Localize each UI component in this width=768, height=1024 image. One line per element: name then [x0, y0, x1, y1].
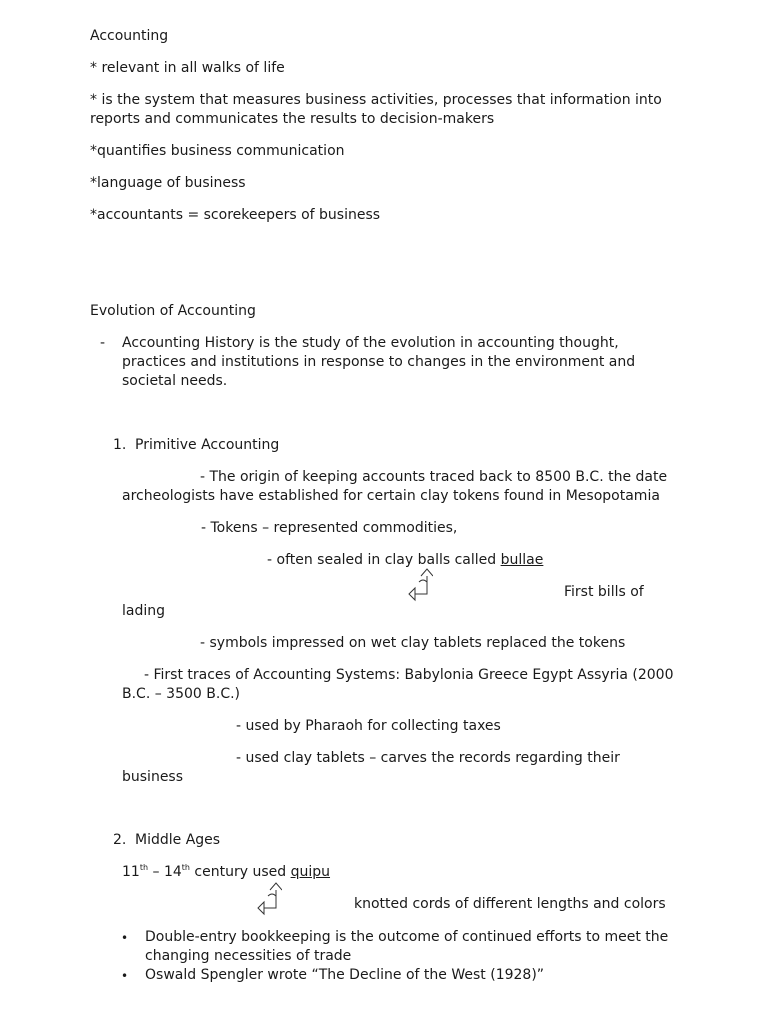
- turn-arrow-icon: [405, 566, 433, 602]
- paragraph-line: archeologists have established for certain clay tokens found in Mesopotamia: [122, 488, 660, 504]
- section-heading: Evolution of Accounting: [90, 303, 256, 319]
- intro-point: * is the system that measures business activities, processes that information into reports and communicates the results to decision-makers: [90, 92, 662, 127]
- paragraph-line: - Tokens – represented commodities,: [201, 520, 458, 536]
- evolution-definition: Accounting History is the study of the evolution in accounting thought, practices and institutions in response to changes in the environment and societal needs.: [122, 335, 636, 389]
- list-number: 2.: [113, 832, 127, 848]
- turn-arrow-icon: [254, 880, 282, 916]
- intro-point: *language of business: [90, 175, 246, 191]
- bullet-icon: •: [121, 969, 129, 983]
- subsection-heading: Middle Ages: [135, 832, 221, 848]
- bullet-icon: •: [121, 931, 129, 945]
- paragraph-line: - symbols impressed on wet clay tablets replaced the tokens: [200, 635, 626, 651]
- quipu-term: quipu: [290, 864, 331, 880]
- century-text: century used: [189, 864, 291, 880]
- intro-point: *accountants = scorekeepers of business: [90, 207, 381, 223]
- superscript: th: [181, 863, 190, 872]
- paragraph-line: - First traces of Accounting Systems: Babylonia Greece Egypt Assyria (2000: [144, 667, 674, 683]
- paragraph-line: [122, 863, 330, 882]
- superscript: th: [139, 863, 149, 872]
- intro-point: * relevant in all walks of life: [90, 60, 285, 76]
- paragraph-line: - used by Pharaoh for collecting taxes: [236, 718, 501, 734]
- paragraph-line: - used clay tablets – carves the records regarding their: [236, 750, 620, 766]
- bullae-term: bullae: [500, 552, 544, 568]
- subsection-heading: Primitive Accounting: [135, 437, 280, 453]
- document-title: Accounting: [90, 28, 169, 44]
- list-dash: -: [100, 335, 106, 351]
- paragraph-line: knotted cords of different lengths and colors: [354, 896, 666, 912]
- paragraph-line: lading: [122, 603, 166, 619]
- paragraph-line: B.C. – 3500 B.C.): [122, 686, 241, 702]
- list-number: 1.: [113, 437, 127, 453]
- century-dash: – 14: [148, 864, 182, 880]
- list-item: Double-entry bookkeeping is the outcome of continued efforts to meet the changing necessities of trade: [145, 929, 669, 964]
- century-start: 11: [122, 864, 140, 880]
- bullae-prefix: - often sealed in clay balls called: [267, 552, 501, 568]
- paragraph-line: - The origin of keeping accounts traced back to 8500 B.C. the date: [200, 469, 668, 485]
- paragraph-line: business: [122, 769, 184, 785]
- paragraph-line: First bills of: [564, 584, 644, 600]
- intro-point: *quantifies business communication: [90, 143, 345, 159]
- list-item: Oswald Spengler wrote “The Decline of the West (1928)”: [145, 967, 545, 983]
